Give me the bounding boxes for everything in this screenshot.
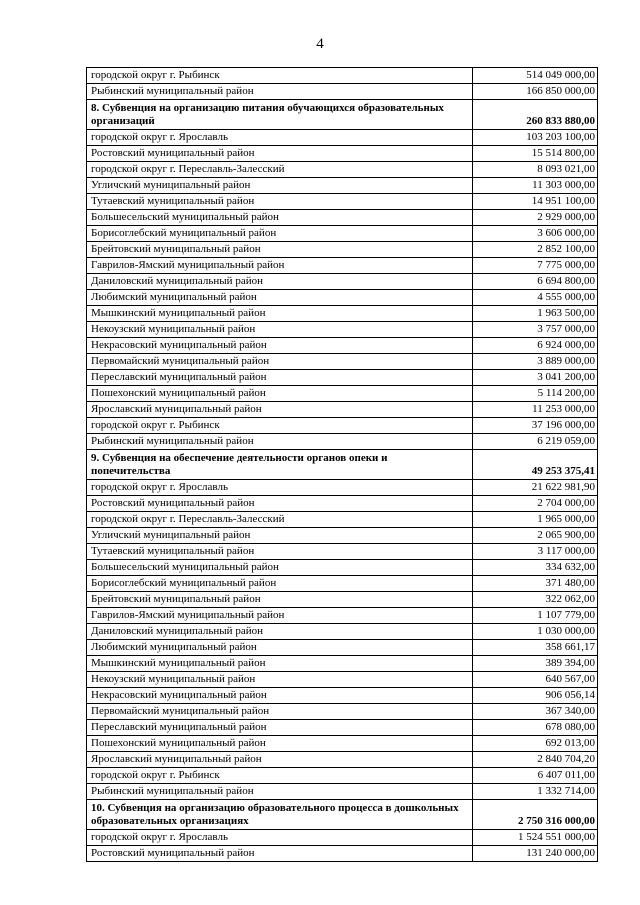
table-row bbox=[87, 640, 598, 656]
municipality-name: Любимский муниципальный район bbox=[87, 290, 473, 306]
table-row bbox=[87, 194, 598, 210]
municipality-name: Рыбинский муниципальный район bbox=[87, 84, 473, 100]
municipality-name: Ростовский муниципальный район bbox=[87, 496, 473, 512]
table-row bbox=[87, 528, 598, 544]
municipality-name: Некоузский муниципальный район bbox=[87, 672, 473, 688]
amount-cell: 5 114 200,00 bbox=[473, 386, 598, 402]
municipality-name: Даниловский муниципальный район bbox=[87, 274, 473, 290]
amount-cell: 906 056,14 bbox=[473, 688, 598, 704]
amount-cell: 131 240 000,00 bbox=[473, 846, 598, 862]
amount-cell: 2 704 000,00 bbox=[473, 496, 598, 512]
table-row bbox=[87, 402, 598, 418]
amount-cell: 678 080,00 bbox=[473, 720, 598, 736]
table-row bbox=[87, 688, 598, 704]
municipality-name: городской округ г. Ярославль bbox=[87, 480, 473, 496]
table-row bbox=[87, 544, 598, 560]
municipality-name: Тутаевский муниципальный район bbox=[87, 544, 473, 560]
table-row bbox=[87, 418, 598, 434]
municipality-name: Переславский муниципальный район bbox=[87, 370, 473, 386]
amount-cell: 2 065 900,00 bbox=[473, 528, 598, 544]
amount-cell: 2 852 100,00 bbox=[473, 242, 598, 258]
amount-cell: 2 929 000,00 bbox=[473, 210, 598, 226]
table-row bbox=[87, 306, 598, 322]
table-row bbox=[87, 560, 598, 576]
municipality-name: городской округ г. Рыбинск bbox=[87, 68, 473, 84]
municipality-name: Первомайский муниципальный район bbox=[87, 704, 473, 720]
municipality-name: Большесельский муниципальный район bbox=[87, 210, 473, 226]
amount-cell: 6 219 059,00 bbox=[473, 434, 598, 450]
municipality-name: городской округ г. Ярославль bbox=[87, 830, 473, 846]
table-row bbox=[87, 274, 598, 290]
section-total: 2 750 316 000,00 bbox=[473, 800, 598, 830]
municipality-name: Гаврилов-Ямский муниципальный район bbox=[87, 608, 473, 624]
amount-cell: 4 555 000,00 bbox=[473, 290, 598, 306]
table-row bbox=[87, 370, 598, 386]
table-row bbox=[87, 656, 598, 672]
municipality-name: Гаврилов-Ямский муниципальный район bbox=[87, 258, 473, 274]
amount-cell: 367 340,00 bbox=[473, 704, 598, 720]
table-row bbox=[87, 162, 598, 178]
amount-cell: 2 840 704,20 bbox=[473, 752, 598, 768]
amount-cell: 14 951 100,00 bbox=[473, 194, 598, 210]
municipality-name: Некоузский муниципальный район bbox=[87, 322, 473, 338]
table-row bbox=[87, 354, 598, 370]
amount-cell: 389 394,00 bbox=[473, 656, 598, 672]
amount-cell: 1 963 500,00 bbox=[473, 306, 598, 322]
table-row bbox=[87, 242, 598, 258]
table-row bbox=[87, 480, 598, 496]
municipality-name: Ярославский муниципальный район bbox=[87, 402, 473, 418]
amount-cell: 1 030 000,00 bbox=[473, 624, 598, 640]
table-row bbox=[87, 608, 598, 624]
amount-cell: 334 632,00 bbox=[473, 560, 598, 576]
table-row bbox=[87, 210, 598, 226]
amount-cell: 166 850 000,00 bbox=[473, 84, 598, 100]
table-row bbox=[87, 434, 598, 450]
amount-cell: 7 775 000,00 bbox=[473, 258, 598, 274]
municipality-name: Переславский муниципальный район bbox=[87, 720, 473, 736]
amount-cell: 371 480,00 bbox=[473, 576, 598, 592]
table-row bbox=[87, 752, 598, 768]
amount-cell: 6 924 000,00 bbox=[473, 338, 598, 354]
amount-cell: 3 606 000,00 bbox=[473, 226, 598, 242]
amount-cell: 1 524 551 000,00 bbox=[473, 830, 598, 846]
municipality-name: Рыбинский муниципальный район bbox=[87, 434, 473, 450]
amount-cell: 15 514 800,00 bbox=[473, 146, 598, 162]
amount-cell: 514 049 000,00 bbox=[473, 68, 598, 84]
municipality-name: Некрасовский муниципальный район bbox=[87, 688, 473, 704]
table-row bbox=[87, 178, 598, 194]
subvention-table-body bbox=[87, 68, 598, 862]
municipality-name: Брейтовский муниципальный район bbox=[87, 592, 473, 608]
section-total: 49 253 375,41 bbox=[473, 450, 598, 480]
municipality-name: Пошехонский муниципальный район bbox=[87, 386, 473, 402]
subvention-table bbox=[86, 67, 598, 862]
municipality-name: Первомайский муниципальный район bbox=[87, 354, 473, 370]
amount-cell: 1 332 714,00 bbox=[473, 784, 598, 800]
section-total: 260 833 880,00 bbox=[473, 100, 598, 130]
section-title: 10. Субвенция на организацию образовательного процесса в дошкольных образовательных организациях bbox=[87, 800, 473, 830]
municipality-name: Рыбинский муниципальный район bbox=[87, 784, 473, 800]
table-row bbox=[87, 768, 598, 784]
table-row bbox=[87, 624, 598, 640]
municipality-name: Ростовский муниципальный район bbox=[87, 846, 473, 862]
section-header-row bbox=[87, 450, 598, 480]
section-title: 8. Субвенция на организацию питания обучающихся образовательных организаций bbox=[87, 100, 473, 130]
municipality-name: городской округ г. Рыбинск bbox=[87, 768, 473, 784]
table-row bbox=[87, 496, 598, 512]
amount-cell: 1 107 779,00 bbox=[473, 608, 598, 624]
table-row bbox=[87, 258, 598, 274]
municipality-name: Пошехонский муниципальный район bbox=[87, 736, 473, 752]
amount-cell: 8 093 021,00 bbox=[473, 162, 598, 178]
amount-cell: 640 567,00 bbox=[473, 672, 598, 688]
table-row bbox=[87, 830, 598, 846]
table-row bbox=[87, 720, 598, 736]
amount-cell: 3 117 000,00 bbox=[473, 544, 598, 560]
amount-cell: 3 041 200,00 bbox=[473, 370, 598, 386]
amount-cell: 21 622 981,90 bbox=[473, 480, 598, 496]
table-row bbox=[87, 672, 598, 688]
amount-cell: 11 253 000,00 bbox=[473, 402, 598, 418]
municipality-name: Большесельский муниципальный район bbox=[87, 560, 473, 576]
municipality-name: городской округ г. Рыбинск bbox=[87, 418, 473, 434]
amount-cell: 1 965 000,00 bbox=[473, 512, 598, 528]
amount-cell: 6 694 800,00 bbox=[473, 274, 598, 290]
municipality-name: Любимский муниципальный район bbox=[87, 640, 473, 656]
municipality-name: Мышкинский муниципальный район bbox=[87, 306, 473, 322]
table-row bbox=[87, 146, 598, 162]
section-header-row bbox=[87, 100, 598, 130]
table-row bbox=[87, 68, 598, 84]
amount-cell: 3 757 000,00 bbox=[473, 322, 598, 338]
section-header-row bbox=[87, 800, 598, 830]
table-row bbox=[87, 338, 598, 354]
amount-cell: 3 889 000,00 bbox=[473, 354, 598, 370]
table-row bbox=[87, 130, 598, 146]
municipality-name: Даниловский муниципальный район bbox=[87, 624, 473, 640]
table-row bbox=[87, 736, 598, 752]
municipality-name: Борисоглебский муниципальный район bbox=[87, 576, 473, 592]
municipality-name: Угличский муниципальный район bbox=[87, 178, 473, 194]
municipality-name: Мышкинский муниципальный район bbox=[87, 656, 473, 672]
section-title: 9. Субвенция на обеспечение деятельности органов опеки и попечительства bbox=[87, 450, 473, 480]
municipality-name: городской округ г. Переславль-Залесский bbox=[87, 512, 473, 528]
municipality-name: Ярославский муниципальный район bbox=[87, 752, 473, 768]
municipality-name: Тутаевский муниципальный район bbox=[87, 194, 473, 210]
table-row bbox=[87, 322, 598, 338]
amount-cell: 358 661,17 bbox=[473, 640, 598, 656]
municipality-name: городской округ г. Ярославль bbox=[87, 130, 473, 146]
amount-cell: 692 013,00 bbox=[473, 736, 598, 752]
municipality-name: Угличский муниципальный район bbox=[87, 528, 473, 544]
amount-cell: 37 196 000,00 bbox=[473, 418, 598, 434]
municipality-name: Брейтовский муниципальный район bbox=[87, 242, 473, 258]
table-row bbox=[87, 386, 598, 402]
page-number: 4 bbox=[316, 36, 324, 52]
table-row bbox=[87, 846, 598, 862]
municipality-name: Ростовский муниципальный район bbox=[87, 146, 473, 162]
amount-cell: 322 062,00 bbox=[473, 592, 598, 608]
table-row bbox=[87, 226, 598, 242]
table-row bbox=[87, 704, 598, 720]
amount-cell: 6 407 011,00 bbox=[473, 768, 598, 784]
municipality-name: городской округ г. Переславль-Залесский bbox=[87, 162, 473, 178]
table-row bbox=[87, 84, 598, 100]
municipality-name: Борисоглебский муниципальный район bbox=[87, 226, 473, 242]
amount-cell: 103 203 100,00 bbox=[473, 130, 598, 146]
amount-cell: 11 303 000,00 bbox=[473, 178, 598, 194]
table-row bbox=[87, 290, 598, 306]
municipality-name: Некрасовский муниципальный район bbox=[87, 338, 473, 354]
table-row bbox=[87, 784, 598, 800]
table-row bbox=[87, 512, 598, 528]
table-row bbox=[87, 576, 598, 592]
table-row bbox=[87, 592, 598, 608]
